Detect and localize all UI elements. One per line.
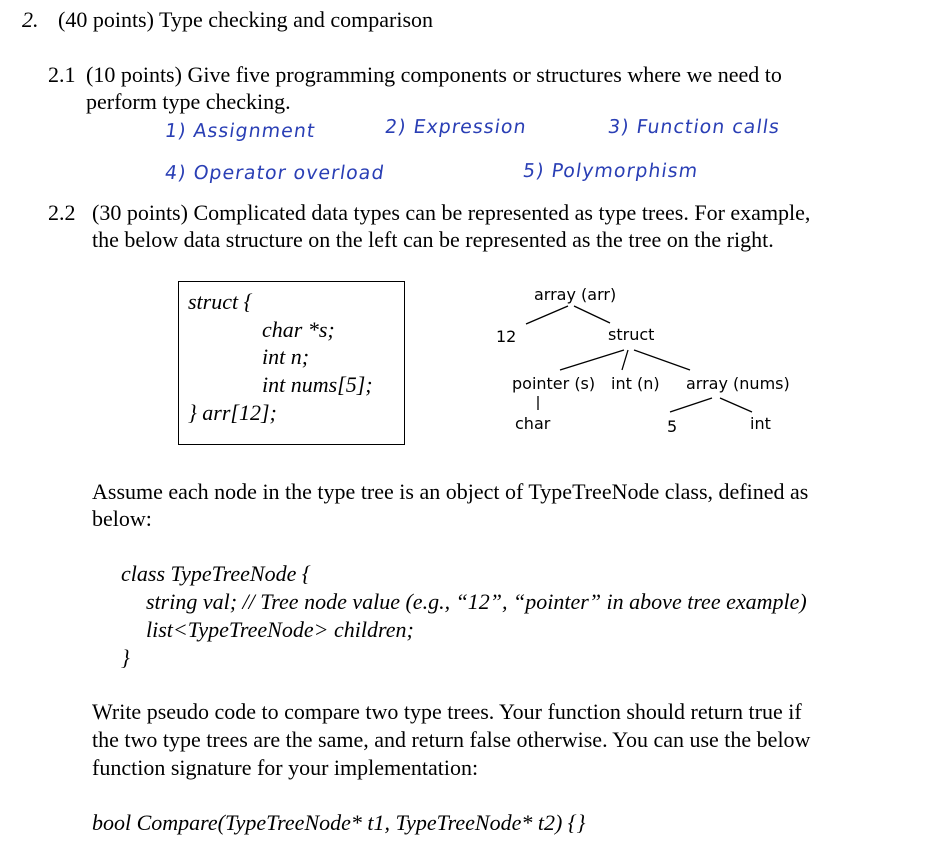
class-line-4: } [121, 645, 130, 670]
tree-node-char: char [515, 414, 551, 433]
tree-node-pointer: pointer (s) [512, 374, 596, 393]
q21-text-line2: perform type checking. [86, 89, 291, 114]
write-line-1: Write pseudo code to compare two type trees. Your function should return true if [92, 699, 802, 724]
class-line-3: list<TypeTreeNode> children; [146, 617, 414, 642]
write-line-2: the two type trees are the same, and return false otherwise. You can use the below [92, 727, 811, 752]
answer-3: 3) Function calls [606, 116, 782, 138]
class-line-1: class TypeTreeNode { [121, 561, 311, 586]
tree-node-int-n: int (n) [611, 374, 660, 393]
tree-node-12: 12 [496, 327, 517, 346]
question-title: (40 points) Type checking and comparison [58, 7, 434, 32]
edge-arraynums-int [720, 398, 752, 412]
struct-line-1: struct { [188, 289, 253, 314]
edge-struct-pointer [560, 350, 624, 370]
assume-line-1: Assume each node in the type tree is an object of TypeTreeNode class, defined as [92, 479, 809, 504]
edge-struct-intn [622, 350, 628, 370]
struct-line-3: int n; [262, 344, 310, 369]
q22-label: 2.2 [48, 200, 76, 225]
tree-node-array-nums: array (nums) [686, 374, 790, 393]
tree-node-5: 5 [667, 417, 678, 436]
struct-line-5: } arr[12]; [188, 400, 277, 425]
assume-line-2: below: [92, 506, 152, 531]
answer-4: 4) Operator overload [163, 162, 387, 184]
edge-root-12 [526, 306, 568, 324]
answer-1: 1) Assignment [163, 120, 317, 142]
q21-text-line1: (10 points) Give five programming components or structures where we need to [86, 62, 782, 87]
tree-node-struct: struct [608, 325, 655, 344]
edge-struct-arraynums [634, 350, 690, 370]
q22-text-line2: the below data structure on the left can be represented as the tree on the right. [92, 227, 774, 252]
tree-node-int: int [750, 414, 771, 433]
tree-node-root: array (arr) [534, 285, 617, 304]
answer-2: 2) Expression [383, 116, 529, 138]
question-number: 2. [22, 7, 39, 32]
edge-root-struct [574, 306, 610, 323]
struct-line-4: int nums[5]; [262, 372, 373, 397]
q21-label: 2.1 [48, 62, 76, 87]
struct-line-2: char *s; [262, 317, 335, 342]
edge-arraynums-5 [670, 398, 712, 412]
write-line-3: function signature for your implementation: [92, 755, 479, 780]
class-line-2: string val; // Tree node value (e.g., “12”, “pointer” in above tree example) [146, 589, 807, 614]
answer-5: 5) Polymorphism [521, 160, 700, 182]
function-signature: bool Compare(TypeTreeNode* t1, TypeTreeNode* t2) {} [92, 810, 586, 835]
q22-text-line1: (30 points) Complicated data types can be represented as type trees. For example, [92, 200, 811, 225]
